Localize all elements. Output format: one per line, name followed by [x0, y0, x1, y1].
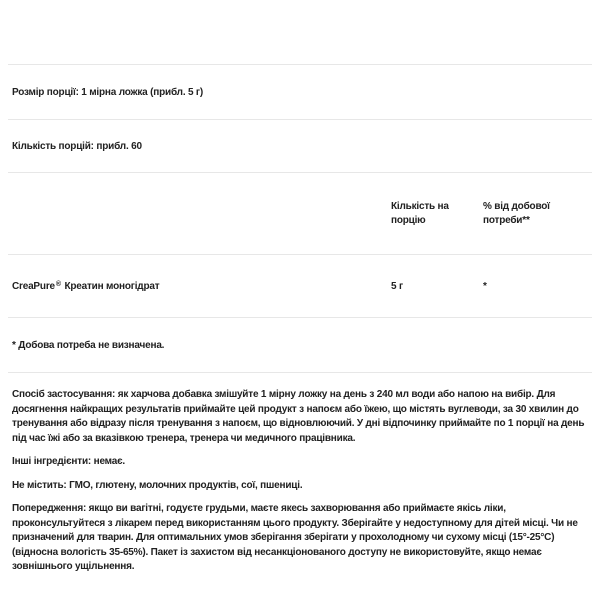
footnote-text: * Добова потреба не визначена. [12, 339, 165, 351]
ingredient-amount-cell: 5 г [391, 280, 403, 292]
directions-paragraph: Спосіб застосування: як харчова добавка змішуйте 1 мірну ложку на день з 240 мл води або напою на вибір. Для досягнення найкращих результатів приймайте цей продукт з напоєм або їжею, що містять вуглеводи, за 30 хвилин до тренування або відразу після тренування з напоєм, що відновлюючий. У дні відпочинку приймайте по 1 порції на день під час їжі або за вказівкою тренера, тренера чи медичного працівника. [12, 389, 585, 444]
servings-count-row [8, 120, 592, 173]
serving-size-row [8, 65, 592, 120]
ingredient-name-cell [8, 281, 391, 292]
table-header-row [8, 173, 592, 255]
top-spacer [8, 0, 592, 65]
registered-trademark-symbol: ® [55, 280, 61, 288]
ingredient-name: Креатин моногідрат [64, 280, 160, 292]
serving-size-text: Розмір порції: 1 мірна ложка (прибл. 5 г) [12, 86, 204, 98]
info-paragraphs [0, 373, 600, 575]
ingredient-brand: CreaPure [12, 280, 55, 292]
warnings-paragraph: Попередження: якщо ви вагітні, годуєте грудьми, маєте якесь захворювання або приймаєте якісь ліки, проконсультуйтеся з лікарем перед використанням цього продукту. Зберігайте у недоступному для дітей місці. Чи не призначений для тварин. Для оптимальних умов зберігання зберігати у прохолодному чи сухому місці (15°-25°C) (відносна вологість 35-65%). Пакет із захистом від несанкціонованого доступу не використовуйте, якщо немає зовнішнього ущільнення. [12, 503, 578, 572]
ingredient-daily-value-cell: * [483, 280, 487, 292]
does-not-contain-paragraph: Не містить: ГМО, глютену, молочних продуктів, сої, пшениці. [12, 479, 303, 491]
ingredient-row [8, 255, 592, 318]
servings-count-text: Кількість порцій: прибл. 60 [12, 140, 142, 152]
amount-column-header: Кількість на порцію [391, 201, 449, 226]
daily-value-column-header: % від добової потреби** [483, 201, 550, 226]
other-ingredients-paragraph: Інші інгредієнти: немає. [12, 456, 126, 467]
footnote-row [8, 318, 592, 373]
